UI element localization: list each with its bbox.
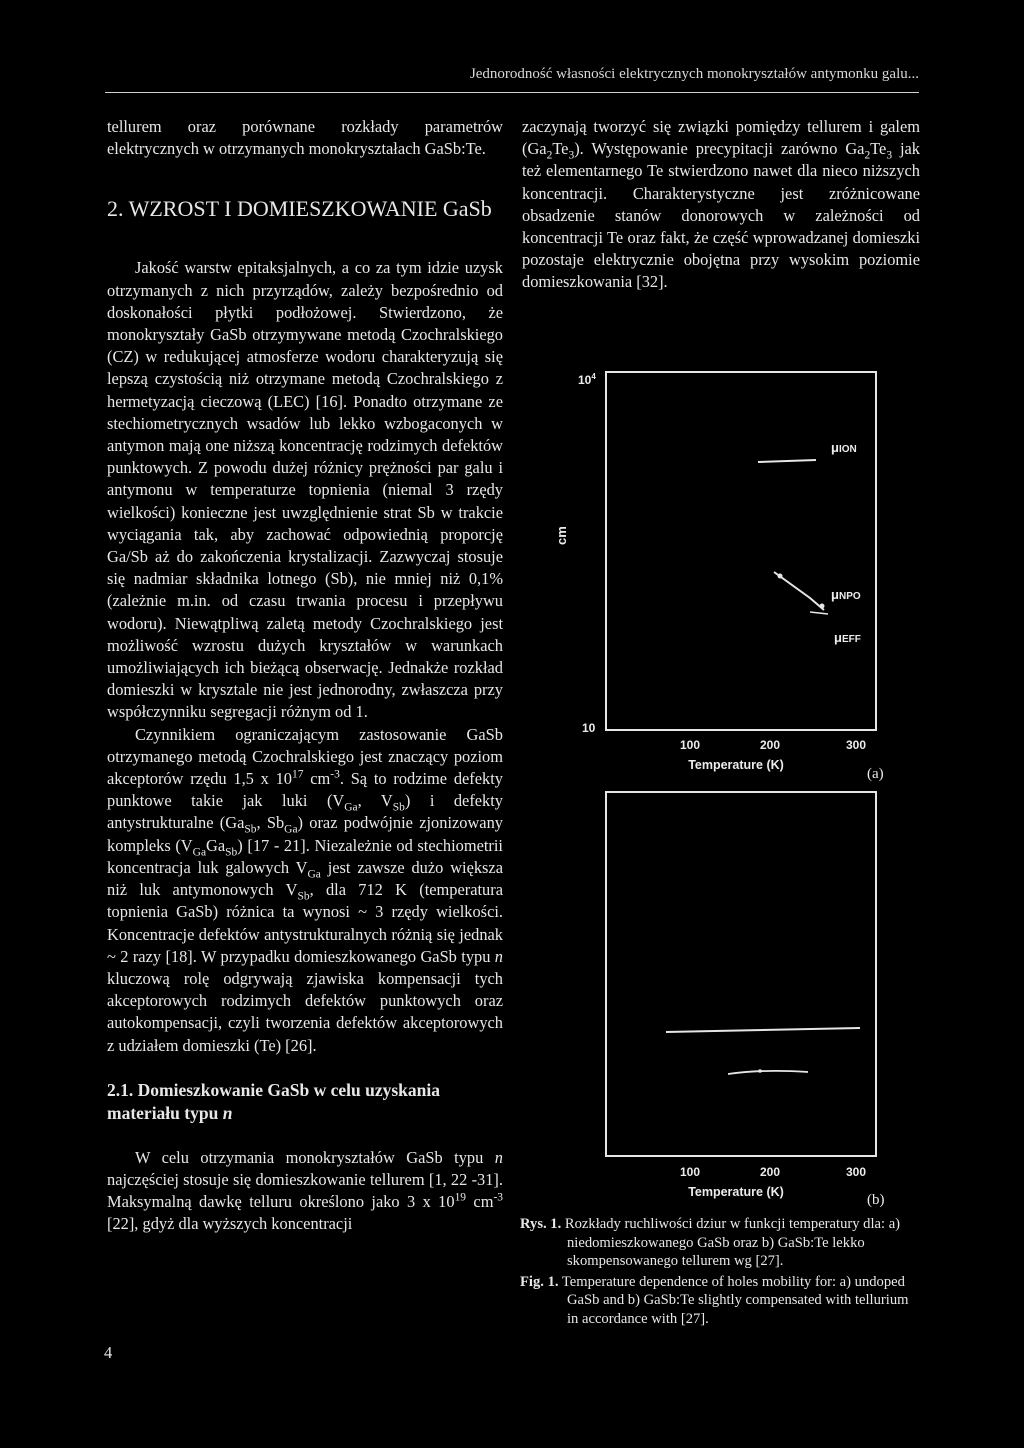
label-mu-npo: μNPO [831, 587, 861, 602]
panel-a-x-tick: 300 [845, 738, 867, 752]
panel-a-y-top-label: $10^4$ [578, 372, 596, 387]
figure-caption [520, 1215, 920, 1331]
paragraph-3: W celu otrzymania monokryształów GaSb typu n najczęściej stosuje się domieszkowanie tellurem [1, 22 -31]. Maksymalną dawkę telluru określono jako 3 x $10^{19}$ $cm^{-3}$ [22], gdyż dla wyższych koncentracji [107, 1147, 504, 1234]
panel-b-x-tick: 100 [679, 1165, 701, 1179]
header-rule [105, 92, 919, 93]
subsection-title: 2.1. Domieszkowanie GaSb w celu uzyskania materiału typu n [107, 1079, 441, 1123]
panel-b-x-tick: 200 [759, 1165, 781, 1179]
paragraph-2: Czynnikiem ograniczającym zastosowanie GaSb otrzymanego metodą Czochralskiego jest znaczący poziom akceptorów rzędu 1,5 x $10^{17}$ $cm^{-3}$. Są to rodzime defekty punktowe takie jak luki ($V_{Ga}$, $V_{Sb}$) i defekty antystrukturalne ($Ga_{Sb}$, $Sb_{Ga}$) oraz podwójnie zjonizowany kompleks $(V_{Ga}Ga_{Sb})$ [17 - 21]. Niezależnie od stechiometrii koncentracja luk galowych $V_{Ga}$ jest zawsze dużo większa niż luk antymonowych $V_{Sb}$, dla 712 K (temperatura topnienia GaSb) różnica ta wynosi ~ 3 rzędy wielkości. Koncentracje defektów antystrukturalnych różnią się jednak ~ 2 razy [18]. W przypadku domieszkowanego GaSb typu n kluczową rolę odgrywają zjawiska kompensacji tych akceptorowych rodzimych defektów punktowych oraz autokompensacji, czyli tworzenia defektów akceptorowych z udziałem domieszki (Te) [26]. [107, 724, 503, 1055]
panel-b-curve-lower [728, 1071, 808, 1074]
curve-mu-npo-point [820, 604, 825, 609]
panel-a-x-title: Temperature (K) [688, 758, 784, 772]
running-header: Jednorodność własności elektrycznych monokryształów antymonku galu... [469, 66, 919, 82]
panel-b-x-tick: 300 [845, 1165, 867, 1179]
left-column [107, 116, 503, 1236]
panel-a-frame [606, 372, 876, 730]
panel-b-curve-upper [666, 1028, 860, 1032]
panel-b-curve-point [758, 1069, 762, 1073]
caption-en: Fig. 1. Temperature dependence of holes mobility for: a) undoped GaSb and b) GaSb:Te slightly compensated with tellurium in accordance with [27]. [520, 1273, 909, 1327]
figure-1 [548, 360, 918, 1210]
panel-a-y-unit: cm [554, 526, 569, 545]
right-paragraph: zaczynają tworzyć się związki pomiędzy tellurem i galem $(Ga_2Te_3)$. Występowanie precypitacji zarówno $Ga_2Te_3$ jak też elementarnego Te stwierdzono nawet dla nieco niższych koncentracji. Charakterystyczne jest zróżnicowane obsadzenie stanów donorowych w zależności od koncentracji Te oraz fakt, że część wprowadzanej domieszki pozostaje elektrycznie obojętna przy wysokim poziomie domieszkowania [32]. [522, 117, 920, 292]
panel-b-tag: (b) [867, 1192, 885, 1208]
caption-pl: Rys. 1. Rozkłady ruchliwości dziur w funkcji temperatury dla: a) niedomieszkowanego GaSb oraz b) GaSb:Te lekko skompensowanego tellurem wg [27]. [520, 1216, 901, 1270]
page-number: 4 [104, 1343, 113, 1362]
section-title: 2. WZROST I DOMIESZKOWANIE GaSb [107, 196, 492, 222]
panel-a-x-tick: 100 [679, 738, 701, 752]
intro-paragraph: tellurem oraz porównane rozkłady parametrów elektrycznych w otrzymanych monokryształach GaSb:Te. [107, 117, 503, 159]
curve-mu-npo-point [778, 574, 783, 579]
paragraph-1: Jakość warstw epitaksjalnych, a co za tym idzie uzysk otrzymanych z nich przyrządów, zależy bezpośrednio od doskonałości płytki podłożowej. Stwierdzono, że monokryształy GaSb otrzymywane metodą Czochralskiego (CZ) w redukującej atmosferze wodoru charakteryzują się lepszą czystością niż otrzymane metodą Czochralskiego z hermetyzacją cieczową (LEC) [16]. Ponadto otrzymane ze stechiometrycznych wsadów lub lekko wzbogaconych w antymon mają one niższą koncentrację rodzimych defektów punktowych. Z powodu dużej różnicy prężności par galu i antymonu w temperaturze topnienia (niemal 3 rzędy wielkości) konieczne jest uwzględnienie strat Sb w trakcie wyciągania tak, aby zachować odpowiednią proporcję Ga/Sb aż do zakończenia krystalizacji. Zazwyczaj stosuje się nadmiar składnika lotnego (Sb), nie mniej niż 0,1% (zależnie m.in. od czasu trwania procesu i przepływu wodoru). Niewątpliwą zaletą metody Czochralskiego jest możliwość wzrostu dużych kryształów w warunkach umożliwiających ich bieżącą obserwację. Jednakże rozkład domieszki w krysztale nie jest jednorodny, zwłaszcza przy współczynniku segregacji różnym od 1. [107, 258, 503, 722]
figure-svg [548, 360, 918, 1210]
right-column [522, 116, 920, 294]
panel-a-x-tick: 200 [759, 738, 781, 752]
panel-b-x-title: Temperature (K) [688, 1185, 784, 1199]
curve-mu-ion [758, 460, 816, 462]
panel-b-frame [606, 792, 876, 1156]
panel-a-y-bottom-label: 10 [582, 721, 596, 735]
label-mu-ion: μION [831, 440, 857, 455]
panel-a-tag: (a) [867, 766, 884, 782]
curve-mu-eff [810, 612, 828, 614]
label-mu-eff: μEFF [834, 630, 861, 645]
